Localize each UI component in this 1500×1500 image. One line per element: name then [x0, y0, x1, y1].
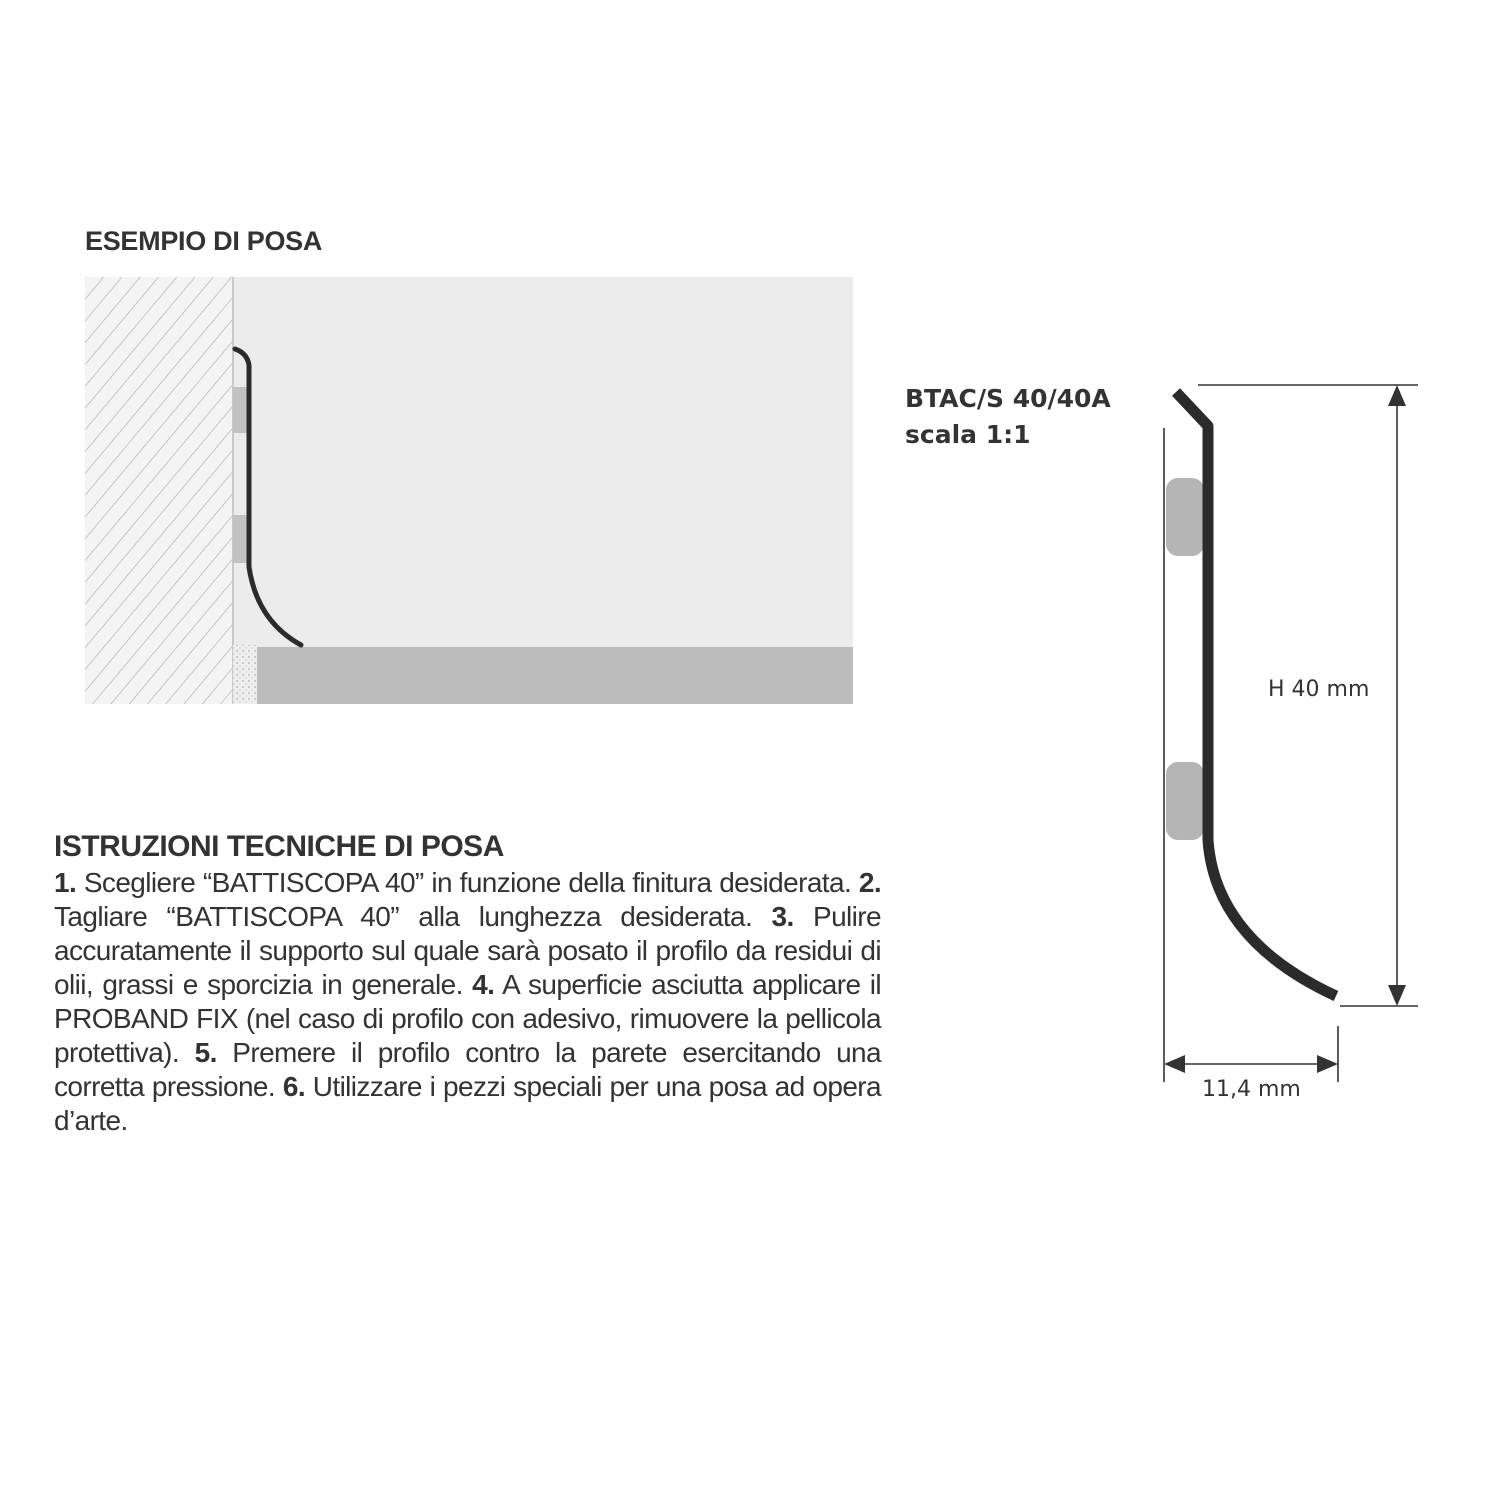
wall-section	[85, 277, 233, 704]
example-title: ESEMPIO DI POSA	[85, 226, 323, 256]
step-text: Premere il profilo contro la parete esercitando una corretta pressione.	[54, 1037, 881, 1102]
profile-code: BTAC/S 40/40A	[905, 384, 1111, 413]
step-number: 6.	[282, 1071, 305, 1102]
height-label: H 40 mm	[1268, 677, 1370, 702]
instructions-text	[54, 866, 881, 1138]
adhesive-strip-lower	[233, 515, 248, 563]
step-number: 4.	[472, 969, 495, 1000]
step-text: Scegliere “BATTISCOPA 40” in funzione della finitura desiderata.	[83, 867, 852, 898]
instructions-title: ISTRUZIONI TECNICHE DI POSA	[54, 830, 504, 863]
step-number: 5.	[194, 1037, 217, 1068]
step-number: 1.	[54, 867, 77, 898]
screed-fill	[233, 645, 257, 704]
step-text: Tagliare “BATTISCOPA 40” alla lunghezza desiderata.	[54, 901, 753, 932]
floor-slab	[257, 647, 853, 704]
height-arrow-bottom	[1388, 985, 1406, 1006]
adhesive-pad-upper	[1166, 478, 1204, 556]
step-text: Pulire accuratamente il supporto sul quale sarà posato il profilo da residui di olii, grassi e sporcizia in generale.	[54, 901, 881, 1000]
width-label: 11,4 mm	[1202, 1077, 1301, 1102]
width-arrow-left	[1164, 1055, 1185, 1073]
step-number: 3.	[771, 901, 794, 932]
adhesive-strip-upper	[233, 387, 248, 433]
adhesive-pad-lower	[1166, 762, 1204, 840]
step-number: 2.	[858, 867, 881, 898]
profile-heading	[905, 381, 1111, 453]
profile-scale: scala 1:1	[905, 420, 1031, 449]
step-text: Utilizzare i pezzi speciali per una posa ad opera d’arte.	[54, 1071, 881, 1136]
step-text: A superficie asciutta applicare il PROBAND FIX (nel caso di profilo con adesivo, rimuovere la pellicola protettiva).	[54, 969, 881, 1068]
profile-section-drawing	[1140, 370, 1440, 1110]
height-arrow-top	[1388, 385, 1406, 406]
room-background	[233, 277, 853, 704]
width-arrow-right	[1317, 1055, 1338, 1073]
installation-example-drawing	[85, 277, 853, 704]
